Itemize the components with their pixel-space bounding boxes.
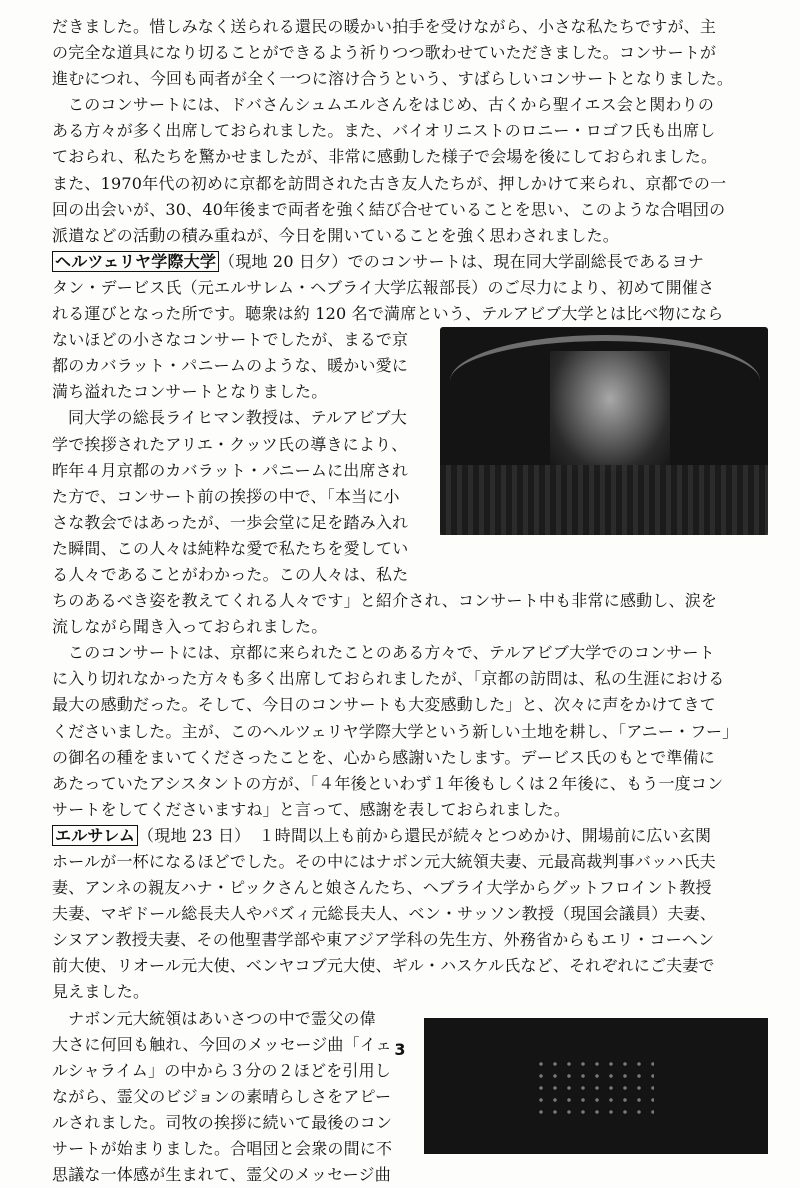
text-line: 見えました。 (52, 982, 150, 1002)
text-line: ナボン元大統領はあいさつの中で霊父の偉 (68, 1008, 376, 1028)
text-line: 流しながら聞き入っておられました。 (52, 617, 328, 637)
text-line (52, 823, 768, 849)
text-line: ながら、霊父のビジョンの素晴らしさをアピー (52, 1086, 392, 1106)
text-line: た瞬間、この人々は純粋な愛で私たちを愛してい (52, 538, 409, 558)
photo-wrap-block (52, 327, 768, 588)
concert-hall-photo (440, 327, 768, 535)
paragraph-2 (52, 92, 768, 249)
text-line: このコンサートには、ドバさんシュムエルさんをはじめ、古くから聖イエス会と関わりの (68, 95, 715, 115)
text-line: タン・デービス氏（元エルサレム・ヘブライ大学広報部長）のご尽力により、初めて開催さ (52, 277, 715, 297)
text-line: さな教会ではあったが、一歩会堂に足を踏み入れ (52, 512, 409, 532)
text-line: ルされました。司牧の挨拶に続いて最後のコン (52, 1112, 393, 1132)
text-line: また、1970年代の初めに京都を訪問された古き友人たちが、押しかけて来られ、京都での一 (52, 173, 727, 193)
text-line: る人々であることがわかった。この人々は、私た (52, 564, 409, 584)
text-line: ルシャライム」の中から３分の２ほどを引用し (52, 1060, 392, 1080)
text-line: ておられ、私たちを驚かせましたが、非常に感動した様子で会場を後にしておられました。 (52, 147, 718, 167)
text-line: このコンサートには、京都に来られたことのある方々で、テルアビブ大学でのコンサート (68, 643, 715, 663)
text-line: シヌアン教授夫妻、その他聖書学部や東アジア学科の先生方、外務省からもエリ・コーヘン (52, 930, 715, 950)
text-line: 最大の感動だった。そして、今日のコンサートも大変感動した」と、次々に声をかけてきて (52, 695, 716, 715)
text-line: サートが始まりました。合唱団と会衆の間に不 (52, 1139, 393, 1159)
text-line: 昨年４月京都のカバラット・パニームに出席され (52, 460, 409, 480)
text-line (52, 249, 768, 275)
text-line: 思議な一体感が生まれて、霊父のメッセージ曲 (52, 1165, 391, 1185)
section-herzliya (52, 249, 768, 823)
page-number: 3 (394, 1040, 406, 1059)
text-line: 夫妻、マギドール総長夫人やパズィ元総長夫人、ベン・サッソン教授（現国会議員）夫妻、 (52, 904, 717, 924)
narrow-column (52, 1006, 402, 1188)
text-line: くださいました。主が、このヘルツェリヤ学際大学という新しい土地を耕し、「アニー・フー」 (52, 721, 739, 741)
text-line: に入り切れなかった方々も多く出席しておられましたが、「京都の訪問は、私の生涯における (52, 669, 725, 689)
text-line: ある方々が多く出席しておられました。また、バイオリニストのロニー・ロゴフ氏も出席し (52, 121, 716, 141)
text-line: 進むにつれ、今回も両者が全く一つに溶け合うという、すばらしいコンサートとなりました。 (52, 69, 734, 89)
narrow-column (52, 327, 422, 588)
section-jerusalem (52, 823, 768, 1188)
text-line: ないほどの小さなコンサートでしたが、まるで京 (52, 330, 409, 350)
text-line: 同大学の総長ライヒマン教授は、テルアビブ大 (68, 408, 407, 428)
audience (440, 465, 768, 535)
text-line: ホールが一杯になるほどでした。その中にはナボン元大統領夫妻、元最高裁判事バッハ氏夫 (52, 852, 716, 871)
section-label-herzliya: ヘルツェリヤ学際大学 (52, 251, 219, 272)
section-label-jerusalem: エルサレム (52, 825, 138, 846)
text-line: サートをしてくださいますね」と言って、感謝を表しておられました。 (52, 799, 571, 819)
text-line: の完全な道具になり切ることができるよう祈りつつ歌わせていただきました。コンサートが (52, 43, 717, 63)
text-line: だきました。惜しみなく送られる還民の暖かい拍手を受けながら、小さな私たちですが、主 (52, 17, 717, 36)
text-line: の御名の種をまいてくださったことを、心から感謝いたします。デービス氏のもとで準備に (52, 747, 715, 767)
text-line: 妻、アンネの親友ハナ・ピックさんと娘さんたち、ヘブライ大学からグットフロイント教授 (52, 878, 712, 898)
text-line: れる運びとなった所です。聴衆は約 120 名で満席という、テルアビブ大学とは比べ物になら (52, 304, 724, 324)
text-line: 回の出会いが、30、40年後まで両者を強く結び合せていることを思い、このような合唱団の (52, 199, 726, 219)
text-line: 前大使、リオール元大使、ベンヤコブ元大使、ギル・ハスケル氏など、それぞれにご夫妻で (52, 956, 715, 976)
photo-wrap-block (52, 1006, 768, 1188)
text-line: 大さに何回も触れ、今回のメッセージ曲「イェ (52, 1034, 392, 1054)
text-line: た方で、コンサート前の挨拶の中で、「本当に小 (52, 486, 400, 506)
page-body (52, 14, 768, 1188)
text-line: 学で挨拶されたアリエ・クッツ氏の導きにより、 (52, 434, 408, 454)
stage-light (550, 351, 670, 471)
text-line: 都のカバラット・パニームのような、暖かい愛に (52, 356, 409, 376)
concert-photo (424, 1018, 768, 1154)
text-line: 満ち溢れたコンサートとなりました。 (52, 382, 328, 402)
text-line: あたっていたアシスタントの方が、「４年後といわず１年後もしくは２年後に、もう一度コン (52, 773, 724, 793)
text-span: （現地 20 日夕）でのコンサートは、現在同大学副総長であるヨナ (219, 251, 704, 271)
text-line: 派遣などの活動の積み重ねが、今日を開いていることを強く思わされました。 (52, 225, 620, 245)
paragraph-1 (52, 14, 768, 92)
text-span: （現地 23 日） １時間以上も前から還民が続々とつめかけ、開場前に広い玄関 (138, 825, 712, 845)
text-line: ちのあるべき姿を教えてくれる人々です」と紹介され、コンサート中も非常に感動し、涙を (52, 591, 718, 611)
